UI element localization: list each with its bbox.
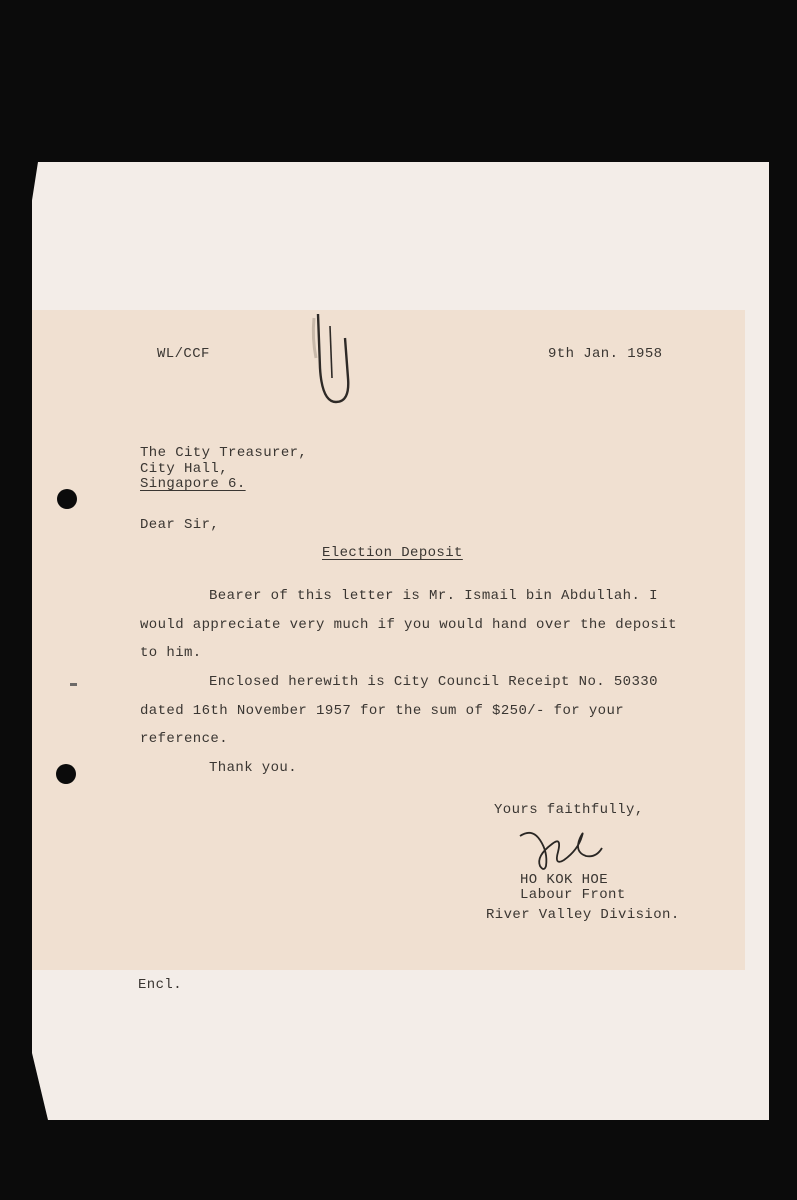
salutation: Dear Sir, xyxy=(140,517,220,533)
body-line-5: dated 16th November 1957 for the sum of $250/- for your xyxy=(140,703,625,719)
closing: Yours faithfully, xyxy=(494,802,644,818)
signatory-name: HO KOK HOE xyxy=(520,872,609,888)
body-line-1: Bearer of this letter is Mr. Ismail bin Abdullah. I xyxy=(209,588,658,604)
body-line-7: Thank you. xyxy=(209,760,298,776)
signatory-division: River Valley Division. xyxy=(486,907,680,923)
reference-code: WL/CCF xyxy=(157,346,210,362)
paper-tint-area xyxy=(32,310,745,970)
enclosure-note: Encl. xyxy=(138,977,183,993)
paper-clip-mark xyxy=(308,308,358,408)
recipient-line-3: Singapore 6. xyxy=(140,476,246,492)
letter-date: 9th Jan. 1958 xyxy=(548,346,663,362)
recipient-line-1: The City Treasurer, xyxy=(140,445,308,461)
subject-heading: Election Deposit xyxy=(322,545,463,561)
body-line-6: reference. xyxy=(140,731,229,747)
punch-hole-bottom xyxy=(56,764,76,784)
handwritten-signature xyxy=(518,826,608,876)
body-line-4: Enclosed herewith is City Council Receipt No. 50330 xyxy=(209,674,658,690)
body-line-2: would appreciate very much if you would hand over the deposit xyxy=(140,617,677,633)
punch-hole-top xyxy=(57,489,77,509)
recipient-line-2: City Hall, xyxy=(140,461,229,477)
body-line-3: to him. xyxy=(140,645,202,661)
signatory-organization: Labour Front xyxy=(520,887,626,903)
margin-mark xyxy=(70,683,77,686)
